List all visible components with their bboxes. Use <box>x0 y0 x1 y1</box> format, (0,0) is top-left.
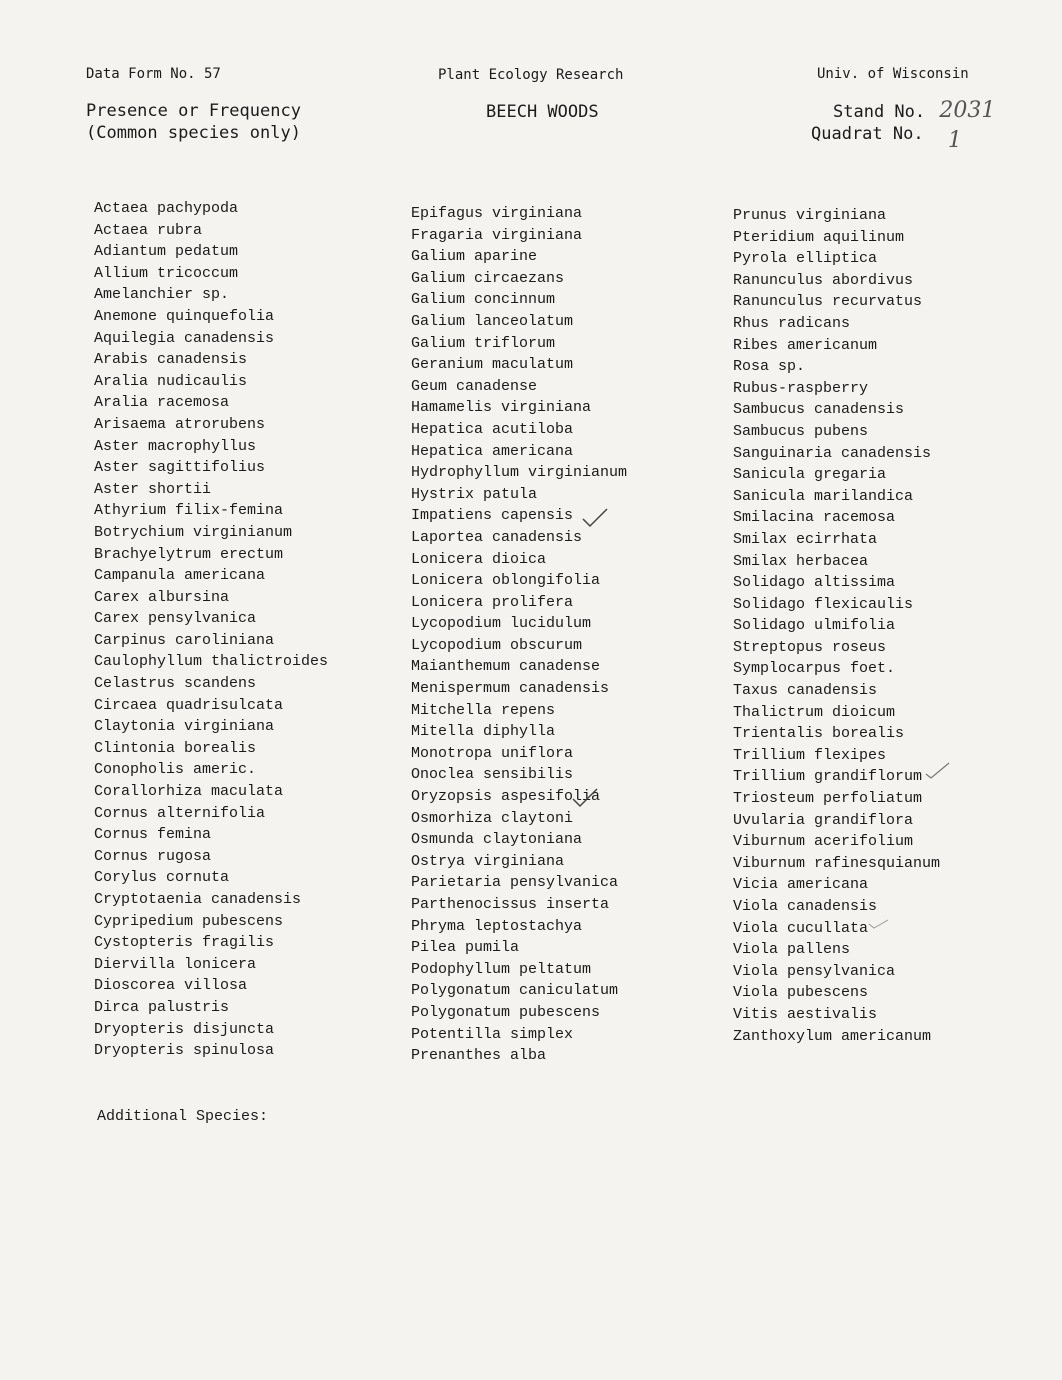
species-item: Ostrya virginiana <box>411 852 565 870</box>
species-item: Onoclea sensibilis <box>411 766 574 784</box>
quadrat-number <box>811 122 962 153</box>
species-item: Symplocarpus foet. <box>733 660 896 678</box>
species-item: Vicia americana <box>733 876 869 894</box>
species-item: Parietaria pensylvanica <box>411 874 619 892</box>
woods-type: BEECH WOODS <box>486 102 599 122</box>
species-item: Dirca palustris <box>94 998 230 1016</box>
species-item: Smilax herbacea <box>733 552 869 570</box>
species-item: Parthenocissus inserta <box>411 896 610 913</box>
species-item: Dioscorea villosa <box>94 977 248 995</box>
species-item: Aralia nudicaulis <box>94 372 248 390</box>
species-item: Prunus virginiana <box>733 207 887 224</box>
species-item: Lycopodium obscurum <box>411 636 583 654</box>
species-item: Viola canadensis <box>733 898 878 915</box>
species-item: Sanicula marilandica <box>733 487 914 505</box>
species-item: Rhus radicans <box>733 314 851 332</box>
species-item: Maianthemum canadense <box>411 658 601 676</box>
species-item: Aster macrophyllus <box>94 437 257 455</box>
stand-label: Stand No. <box>833 102 926 122</box>
species-item: Geum canadense <box>411 377 538 395</box>
species-item: Triosteum perfoliatum <box>733 790 923 808</box>
species-item: Galium lanceolatum <box>411 312 574 330</box>
species-item: Cypripedium pubescens <box>94 912 284 930</box>
check-mark-icon <box>572 788 598 808</box>
form-title-line1: Presence or Frequency <box>86 101 301 121</box>
species-item: Potentilla simplex <box>411 1025 574 1043</box>
species-item: Actaea rubra <box>94 221 203 239</box>
species-item: Celastrus scandens <box>94 675 257 693</box>
species-item: Trientalis borealis <box>733 725 905 743</box>
species-item: Prenanthes alba <box>411 1047 547 1065</box>
species-item: Diervilla lonicera <box>94 955 257 973</box>
species-item: Laportea canadensis <box>411 528 583 546</box>
species-item: Geranium maculatum <box>411 356 574 374</box>
species-item: Circaea quadrisulcata <box>94 696 284 714</box>
species-item: Trillium flexipes <box>733 746 887 764</box>
species-item: Impatiens capensis <box>411 507 574 525</box>
species-item: Carex albursina <box>94 588 230 606</box>
species-item: Taxus canadensis <box>733 682 878 700</box>
species-item: Podophyllum peltatum <box>411 960 592 978</box>
species-item: Hydrophyllum virginianum <box>411 464 628 482</box>
species-item: Uvularia grandiflora <box>733 811 914 829</box>
species-column-1 <box>94 198 328 1062</box>
species-item: Solidago altissima <box>733 574 896 592</box>
species-item: Trillium grandiflorum <box>733 768 923 786</box>
species-item: Aster sagittifolius <box>94 459 266 477</box>
species-item: Pilea pumila <box>411 939 520 957</box>
species-item: Viola pensylvanica <box>733 962 896 980</box>
stand-value-handwritten: 2031 <box>939 98 996 123</box>
check-mark-icon <box>868 912 894 932</box>
species-item: Lycopodium lucidulum <box>411 615 592 633</box>
species-item: Sanguinaria canadensis <box>733 444 932 462</box>
species-item: Zanthoxylum americanum <box>733 1027 932 1045</box>
species-item: Athyrium filix-femina <box>94 502 284 520</box>
species-item: Anemone quinquefolia <box>94 307 275 325</box>
additional-species-label: Additional Species: <box>97 1108 269 1125</box>
species-item: Campanula americana <box>94 567 266 585</box>
species-item: Viola pallens <box>733 941 851 959</box>
species-item: Dryopteris disjuncta <box>94 1020 275 1038</box>
species-item: Sanicula gregaria <box>733 466 887 484</box>
species-item: Vitis aestivalis <box>733 1005 878 1023</box>
species-item: Osmorhiza claytoni <box>411 809 574 827</box>
form-title-line2: (Common species only) <box>86 123 301 143</box>
species-item: Carex pensylvanica <box>94 610 257 628</box>
species-item: Viburnum acerifolium <box>733 833 914 851</box>
species-item: Cornus alternifolia <box>94 804 266 822</box>
species-item: Galium triflorum <box>411 334 556 352</box>
species-item: Aster shortii <box>94 480 212 498</box>
species-item: Pteridium aquilinum <box>733 228 905 246</box>
species-item: Arabis canadensis <box>94 351 248 369</box>
species-item: Adiantum pedatum <box>94 243 239 261</box>
species-item: Corylus cornuta <box>94 869 230 887</box>
form-title <box>86 100 301 144</box>
species-item: Lonicera dioica <box>411 550 547 568</box>
species-item: Solidago flexicaulis <box>733 595 914 613</box>
species-item: Galium aparine <box>411 248 538 266</box>
species-item: Mitchella repens <box>411 701 556 719</box>
species-item: Carpinus caroliniana <box>94 631 275 649</box>
species-item: Galium concinnum <box>411 291 556 309</box>
species-item: Galium circaezans <box>411 269 565 287</box>
quadrat-value-handwritten: 1 <box>947 128 962 153</box>
species-item: Aquilegia canadensis <box>94 329 275 347</box>
stand-number <box>833 100 995 123</box>
species-item: Viburnum rafinesquianum <box>733 854 941 872</box>
species-item: Thalictrum dioicum <box>733 703 896 721</box>
species-item: Osmunda claytoniana <box>411 831 583 849</box>
species-item: Smilax ecirrhata <box>733 530 878 548</box>
species-item: Brachyelytrum erectum <box>94 545 284 563</box>
species-item: Sambucus canadensis <box>733 401 905 419</box>
species-item: Clintonia borealis <box>94 739 257 757</box>
species-item: Epifagus virginiana <box>411 205 583 222</box>
species-item: Botrychium virginianum <box>94 523 293 541</box>
species-item: Actaea pachypoda <box>94 200 239 217</box>
species-item: Rosa sp. <box>733 358 806 376</box>
species-item: Ranunculus abordivus <box>733 271 914 289</box>
species-item: Cornus femina <box>94 826 212 844</box>
species-item: Phryma leptostachya <box>411 917 583 935</box>
species-item: Lonicera oblongifolia <box>411 572 601 590</box>
species-item: Viola pubescens <box>733 984 869 1002</box>
species-item: Allium tricoccum <box>94 264 239 282</box>
species-item: Claytonia virginiana <box>94 718 275 736</box>
species-item: Smilacina racemosa <box>733 509 896 527</box>
species-item: Ranunculus recurvatus <box>733 293 923 311</box>
species-item: Cornus rugosa <box>94 847 212 865</box>
species-item: Viola cucullata <box>733 919 869 937</box>
organization: Plant Ecology Research <box>438 67 624 83</box>
form-number: Data Form No. 57 <box>86 66 221 82</box>
species-item: Hamamelis virginiana <box>411 399 592 417</box>
species-item: Polygonatum caniculatum <box>411 982 619 1000</box>
species-item: Sambucus pubens <box>733 422 869 440</box>
species-item: Hepatica acutiloba <box>411 420 574 438</box>
species-item: Monotropa uniflora <box>411 744 574 762</box>
university: Univ. of Wisconsin <box>817 66 969 82</box>
species-item: Menispermum canadensis <box>411 680 610 698</box>
species-item: Lonicera prolifera <box>411 593 574 611</box>
species-item: Arisaema atrorubens <box>94 415 266 433</box>
species-item: Corallorhiza maculata <box>94 783 284 801</box>
species-item: Solidago ulmifolia <box>733 617 896 635</box>
species-column-2 <box>411 203 627 1067</box>
species-item: Conopholis americ. <box>94 761 257 779</box>
species-item: Oryzopsis aspesifolia <box>411 788 601 806</box>
species-item: Fragaria virginiana <box>411 226 583 244</box>
species-item: Caulophyllum thalictroides <box>94 653 329 671</box>
species-item: Streptopus roseus <box>733 638 887 656</box>
species-item: Cystopteris fragilis <box>94 934 275 952</box>
species-item: Hystrix patula <box>411 485 538 503</box>
check-mark-icon <box>582 508 608 528</box>
species-column-3 <box>733 205 940 1047</box>
species-item: Polygonatum pubescens <box>411 1003 601 1021</box>
species-item: Mitella diphylla <box>411 723 556 741</box>
quadrat-label: Quadrat No. <box>811 124 924 144</box>
species-item: Hepatica americana <box>411 442 574 460</box>
species-item: Aralia racemosa <box>94 394 230 412</box>
species-item: Dryopteris spinulosa <box>94 1042 275 1060</box>
species-item: Amelanchier sp. <box>94 286 230 304</box>
species-item: Cryptotaenia canadensis <box>94 891 302 908</box>
species-item: Rubus-raspberry <box>733 379 869 397</box>
species-item: Ribes americanum <box>733 336 878 354</box>
species-item: Pyrola elliptica <box>733 250 878 268</box>
check-mark-icon <box>925 760 951 780</box>
